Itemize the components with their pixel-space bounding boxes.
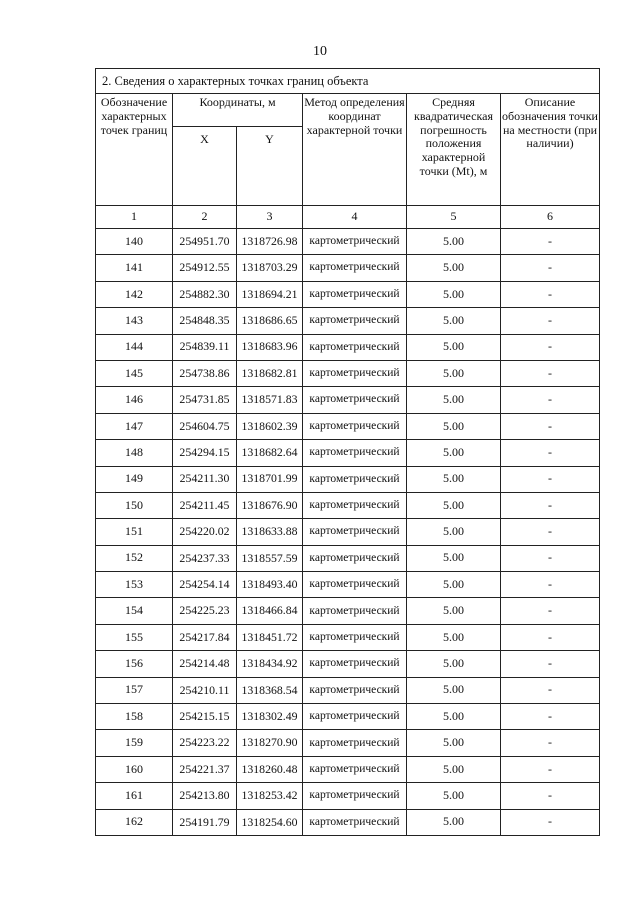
- error-cell: 5.00: [407, 334, 501, 360]
- description-cell: -: [501, 229, 600, 255]
- x-cell: 254215.15: [173, 704, 237, 730]
- table-row: [96, 677, 600, 703]
- x-cell: 254951.70: [173, 229, 237, 255]
- x-cell: 254211.45: [173, 492, 237, 518]
- x-cell: 254225.23: [173, 598, 237, 624]
- header-y: Y: [237, 127, 303, 206]
- point-cell: 152: [96, 545, 173, 571]
- table-row: [96, 308, 600, 334]
- x-cell: 254839.11: [173, 334, 237, 360]
- error-cell: 5.00: [407, 360, 501, 386]
- x-cell: 254882.30: [173, 281, 237, 307]
- description-cell: -: [501, 545, 600, 571]
- column-number: 4: [303, 206, 407, 229]
- y-cell: 1318633.88: [237, 519, 303, 545]
- method-cell: картометрический: [303, 492, 407, 518]
- header-row: [96, 94, 600, 127]
- column-number: 1: [96, 206, 173, 229]
- point-cell: 141: [96, 255, 173, 281]
- y-cell: 1318682.64: [237, 440, 303, 466]
- y-cell: 1318676.90: [237, 492, 303, 518]
- table-row: [96, 545, 600, 571]
- x-cell: 254214.48: [173, 651, 237, 677]
- header-designation: Обозначение характерных точек границ: [96, 94, 173, 206]
- error-cell: 5.00: [407, 730, 501, 756]
- description-cell: -: [501, 677, 600, 703]
- x-cell: 254912.55: [173, 255, 237, 281]
- x-cell: 254211.30: [173, 466, 237, 492]
- description-cell: -: [501, 281, 600, 307]
- x-cell: 254221.37: [173, 756, 237, 782]
- error-cell: 5.00: [407, 413, 501, 439]
- column-number: 6: [501, 206, 600, 229]
- table-row: [96, 624, 600, 650]
- point-cell: 149: [96, 466, 173, 492]
- description-cell: -: [501, 783, 600, 809]
- point-cell: 153: [96, 572, 173, 598]
- point-cell: 151: [96, 519, 173, 545]
- description-cell: -: [501, 308, 600, 334]
- description-cell: -: [501, 809, 600, 835]
- description-cell: -: [501, 492, 600, 518]
- table-row: [96, 598, 600, 624]
- method-cell: картометрический: [303, 308, 407, 334]
- method-cell: картометрический: [303, 255, 407, 281]
- point-cell: 159: [96, 730, 173, 756]
- table-row: [96, 651, 600, 677]
- y-cell: 1318253.42: [237, 783, 303, 809]
- y-cell: 1318694.21: [237, 281, 303, 307]
- method-cell: картометрический: [303, 651, 407, 677]
- point-cell: 155: [96, 624, 173, 650]
- y-cell: 1318368.54: [237, 677, 303, 703]
- x-cell: 254210.11: [173, 677, 237, 703]
- y-cell: 1318260.48: [237, 756, 303, 782]
- table-row: [96, 229, 600, 255]
- x-cell: 254731.85: [173, 387, 237, 413]
- table-row: [96, 519, 600, 545]
- description-cell: -: [501, 255, 600, 281]
- error-cell: 5.00: [407, 492, 501, 518]
- point-cell: 142: [96, 281, 173, 307]
- point-cell: 158: [96, 704, 173, 730]
- table-row: [96, 704, 600, 730]
- x-cell: 254848.35: [173, 308, 237, 334]
- x-cell: 254223.22: [173, 730, 237, 756]
- description-cell: -: [501, 360, 600, 386]
- y-cell: 1318451.72: [237, 624, 303, 650]
- method-cell: картометрический: [303, 677, 407, 703]
- error-cell: 5.00: [407, 466, 501, 492]
- point-cell: 156: [96, 651, 173, 677]
- header-x: X: [173, 127, 237, 206]
- method-cell: картометрический: [303, 598, 407, 624]
- table-row: [96, 334, 600, 360]
- y-cell: 1318701.99: [237, 466, 303, 492]
- method-cell: картометрический: [303, 387, 407, 413]
- table-row: [96, 572, 600, 598]
- point-cell: 145: [96, 360, 173, 386]
- method-cell: картометрический: [303, 413, 407, 439]
- x-cell: 254604.75: [173, 413, 237, 439]
- x-cell: 254254.14: [173, 572, 237, 598]
- error-cell: 5.00: [407, 756, 501, 782]
- y-cell: 1318557.59: [237, 545, 303, 571]
- y-cell: 1318682.81: [237, 360, 303, 386]
- point-cell: 147: [96, 413, 173, 439]
- method-cell: картометрический: [303, 704, 407, 730]
- y-cell: 1318493.40: [237, 572, 303, 598]
- method-cell: картометрический: [303, 281, 407, 307]
- table-row: [96, 809, 600, 835]
- y-cell: 1318686.65: [237, 308, 303, 334]
- x-cell: 254738.86: [173, 360, 237, 386]
- column-number: 3: [237, 206, 303, 229]
- table-row: [96, 730, 600, 756]
- error-cell: 5.00: [407, 598, 501, 624]
- description-cell: -: [501, 598, 600, 624]
- table-row: [96, 255, 600, 281]
- error-cell: 5.00: [407, 440, 501, 466]
- point-cell: 161: [96, 783, 173, 809]
- method-cell: картометрический: [303, 466, 407, 492]
- error-cell: 5.00: [407, 308, 501, 334]
- y-cell: 1318726.98: [237, 229, 303, 255]
- error-cell: 5.00: [407, 229, 501, 255]
- point-cell: 162: [96, 809, 173, 835]
- point-cell: 148: [96, 440, 173, 466]
- description-cell: -: [501, 730, 600, 756]
- table-row: [96, 440, 600, 466]
- point-cell: 157: [96, 677, 173, 703]
- header-error: Средняя квадратическая погрешность положения характерной точки (Mt), м: [407, 94, 501, 206]
- table-row: [96, 360, 600, 386]
- table-body: [96, 229, 600, 836]
- x-cell: 254191.79: [173, 809, 237, 835]
- error-cell: 5.00: [407, 281, 501, 307]
- error-cell: 5.00: [407, 519, 501, 545]
- method-cell: картометрический: [303, 545, 407, 571]
- page-number: 10: [313, 44, 327, 59]
- column-number-row: [96, 206, 600, 229]
- description-cell: -: [501, 572, 600, 598]
- error-cell: 5.00: [407, 704, 501, 730]
- y-cell: 1318434.92: [237, 651, 303, 677]
- error-cell: 5.00: [407, 545, 501, 571]
- description-cell: -: [501, 440, 600, 466]
- y-cell: 1318703.29: [237, 255, 303, 281]
- error-cell: 5.00: [407, 809, 501, 835]
- y-cell: 1318602.39: [237, 413, 303, 439]
- point-cell: 143: [96, 308, 173, 334]
- x-cell: 254213.80: [173, 783, 237, 809]
- table-row: [96, 387, 600, 413]
- method-cell: картометрический: [303, 360, 407, 386]
- header-description: Описание обозначения точки на местности (при наличии): [501, 94, 600, 206]
- method-cell: картометрический: [303, 519, 407, 545]
- description-cell: -: [501, 466, 600, 492]
- table-row: [96, 466, 600, 492]
- description-cell: -: [501, 334, 600, 360]
- method-cell: картометрический: [303, 624, 407, 650]
- column-number: 5: [407, 206, 501, 229]
- table-row: [96, 783, 600, 809]
- method-cell: картометрический: [303, 229, 407, 255]
- y-cell: 1318254.60: [237, 809, 303, 835]
- method-cell: картометрический: [303, 334, 407, 360]
- header-method: Метод определения координат характерной точки: [303, 94, 407, 206]
- header-coordinates: Координаты, м: [173, 94, 303, 127]
- point-cell: 146: [96, 387, 173, 413]
- error-cell: 5.00: [407, 572, 501, 598]
- point-cell: 160: [96, 756, 173, 782]
- x-cell: 254217.84: [173, 624, 237, 650]
- section-title: 2. Сведения о характерных точках границ объекта: [96, 69, 600, 94]
- x-cell: 254294.15: [173, 440, 237, 466]
- y-cell: 1318302.49: [237, 704, 303, 730]
- table-row: [96, 413, 600, 439]
- error-cell: 5.00: [407, 783, 501, 809]
- description-cell: -: [501, 519, 600, 545]
- error-cell: 5.00: [407, 624, 501, 650]
- x-cell: 254237.33: [173, 545, 237, 571]
- description-cell: -: [501, 651, 600, 677]
- description-cell: -: [501, 704, 600, 730]
- table-row: [96, 281, 600, 307]
- table-row: [96, 756, 600, 782]
- description-cell: -: [501, 756, 600, 782]
- description-cell: -: [501, 624, 600, 650]
- boundary-points-table: [95, 68, 600, 836]
- table-row: [96, 492, 600, 518]
- y-cell: 1318571.83: [237, 387, 303, 413]
- section-title-row: [96, 69, 600, 94]
- error-cell: 5.00: [407, 255, 501, 281]
- column-number: 2: [173, 206, 237, 229]
- y-cell: 1318683.96: [237, 334, 303, 360]
- description-cell: -: [501, 387, 600, 413]
- point-cell: 154: [96, 598, 173, 624]
- x-cell: 254220.02: [173, 519, 237, 545]
- error-cell: 5.00: [407, 651, 501, 677]
- point-cell: 140: [96, 229, 173, 255]
- method-cell: картометрический: [303, 783, 407, 809]
- method-cell: картометрический: [303, 440, 407, 466]
- point-cell: 144: [96, 334, 173, 360]
- description-cell: -: [501, 413, 600, 439]
- method-cell: картометрический: [303, 730, 407, 756]
- error-cell: 5.00: [407, 387, 501, 413]
- method-cell: картометрический: [303, 572, 407, 598]
- y-cell: 1318466.84: [237, 598, 303, 624]
- method-cell: картометрический: [303, 809, 407, 835]
- error-cell: 5.00: [407, 677, 501, 703]
- method-cell: картометрический: [303, 756, 407, 782]
- point-cell: 150: [96, 492, 173, 518]
- y-cell: 1318270.90: [237, 730, 303, 756]
